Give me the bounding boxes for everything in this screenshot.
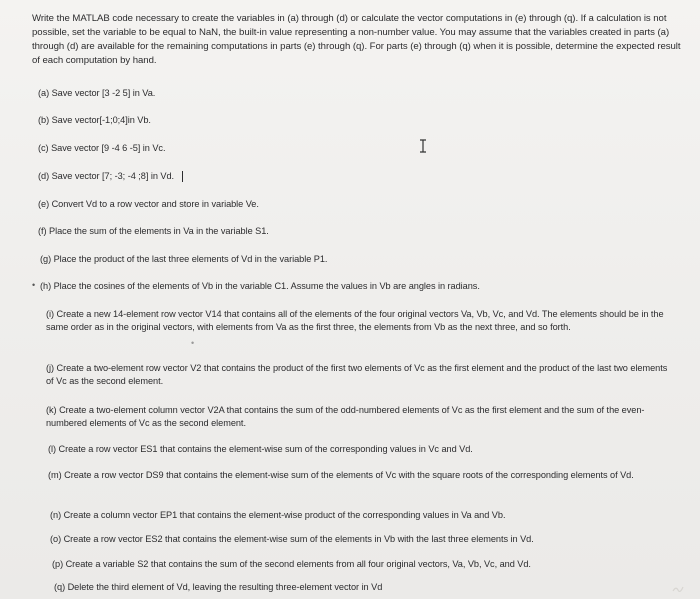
item-o: (o) Create a row vector ES2 that contains the element-wise sum of the elements in Vb with the last three elements in Vd. bbox=[50, 534, 534, 544]
item-j: (j) Create a two-element row vector V2 that contains the product of the first two elements of Vc as the first element and the product of the last two elements of Vc as the second element. bbox=[46, 363, 668, 386]
item-d: (d) Save vector [7; -3; -4 ;8] in Vd. bbox=[38, 171, 175, 181]
item-k: (k) Create a two-element column vector V2A that contains the sum of the odd-numbered elements of Vc as the first element and the sum of the even-numbered elements of Vc as the second element. bbox=[46, 405, 645, 428]
bullet-dot-icon: • bbox=[32, 280, 36, 290]
item-h: (h) Place the cosines of the elements of Vb in the variable C1. Assume the values in Vb are angles in radians. bbox=[40, 281, 480, 291]
item-l: (l) Create a row vector ES1 that contains the element-wise sum of the corresponding values in Vc and Vd. bbox=[48, 444, 473, 454]
item-c: (c) Save vector [9 -4 6 -5] in Vc. bbox=[38, 143, 166, 153]
stray-dot-icon: • bbox=[191, 338, 195, 348]
item-i: (i) Create a new 14-element row vector V14 that contains all of the elements of the four original vectors Va, Vb, Vc, and Vd. The elements should be in the same order as in the original vectors, with elements from Va as the first three, the elements from Vb as the next three, and so forth. bbox=[46, 309, 664, 332]
text-caret-icon bbox=[182, 171, 183, 182]
item-b: (b) Save vector[-1;0;4]in Vb. bbox=[38, 115, 151, 125]
item-g: (g) Place the product of the last three elements of Vd in the variable P1. bbox=[40, 254, 328, 264]
item-a: (a) Save vector [3 -2 5] in Va. bbox=[38, 88, 156, 98]
item-f: (f) Place the sum of the elements in Va in the variable S1. bbox=[38, 226, 269, 236]
item-n: (n) Create a column vector EP1 that contains the element-wise product of the corresponding values in Va and Vb. bbox=[50, 510, 506, 520]
item-q: (q) Delete the third element of Vd, leaving the resulting three-element vector in Vd bbox=[54, 582, 383, 592]
instructions-paragraph: Write the MATLAB code necessary to create the variables in (a) through (d) or calculate the vector computations in (e) through (q). If a calculation is not possible, set the variable to be equal to NaN, the built-in value representing a non-number value. You may assume that the variables created in parts (a) through (d) are available for the remaining computations in parts (e) through (q). For parts (e) through (q) when it is possible, determine the expected result of each computation by hand. bbox=[32, 13, 681, 66]
item-p: (p) Create a variable S2 that contains the sum of the second elements from all four original vectors, Va, Vb, Vc, and Vd. bbox=[52, 559, 531, 569]
watermark-icon bbox=[672, 584, 684, 594]
item-e: (e) Convert Vd to a row vector and store in variable Ve. bbox=[38, 199, 259, 209]
i-beam-cursor-icon bbox=[418, 139, 428, 153]
item-m: (m) Create a row vector DS9 that contains the element-wise sum of the elements of Vc with the square roots of the corresponding elements of Vd. bbox=[48, 470, 634, 480]
